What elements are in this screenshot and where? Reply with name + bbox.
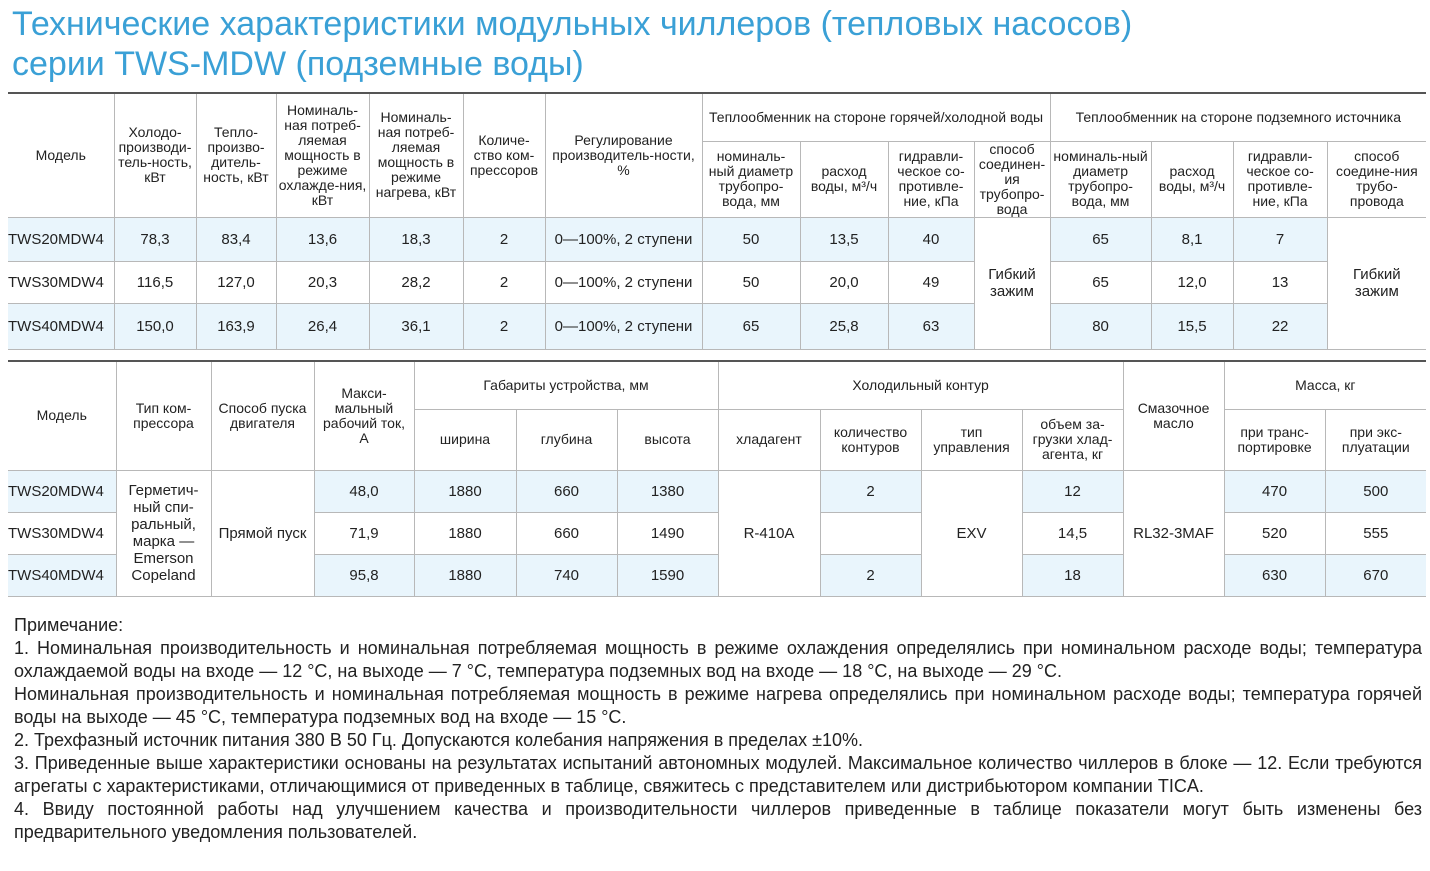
t2-cell-operation: 555 [1325,512,1426,554]
t2-header-max-current: Макси-мальный рабочий ток, А [314,361,414,470]
t2-cell-refrigerant: R-410A [718,470,820,596]
t2-cell-width: 1880 [414,512,516,554]
t2-cell-transport: 470 [1224,470,1325,512]
t1-cell-connection-ground: Гибкий зажим [1327,217,1426,349]
t1-cell-regulation: 0—100%, 2 ступени [545,261,702,303]
page-title-line-1: Технические характеристики модульных чиллеров (тепловых насосов) [12,5,1133,43]
t1-header-compressors: Количе-ство ком-прессоров [463,93,545,217]
t2-cell-start-method: Прямой пуск [211,470,314,596]
t2-header-refrigeration-circuit: Холодильный контур [718,361,1123,409]
t1-header-flow: расход воды, м³/ч [800,141,888,217]
t1-cell-model: TWS30MDW4 [8,261,114,303]
t2-header-width: ширина [414,409,516,470]
t1-cell-connection: Гибкий зажим [974,217,1050,349]
t1-header-resistance: гидравли-ческое со-противле-ние, кПа [888,141,974,217]
table-row [8,303,1426,349]
t1-header-power-heat: Номиналь-ная потреб-ляемая мощность в режиме нагрева, кВт [369,93,463,217]
t1-cell-diameter: 50 [702,261,800,303]
t1-cell-compressors: 2 [463,261,545,303]
t1-cell-model: TWS40MDW4 [8,303,114,349]
t2-cell-charge: 12 [1022,470,1123,512]
t2-cell-charge: 18 [1022,554,1123,596]
table-row [8,470,1426,512]
t1-cell-flow-ground: 15,5 [1151,303,1233,349]
t1-cell-power-cool: 13,6 [276,217,369,261]
t1-cell-power-cool: 26,4 [276,303,369,349]
t2-header-oil: Смазочное масло [1123,361,1224,470]
t1-header-cooling: Холодо-производи-тель-ность, кВт [114,93,196,217]
t1-cell-heating: 83,4 [196,217,276,261]
t1-cell-model: TWS20MDW4 [8,217,114,261]
t2-cell-depth: 660 [516,470,617,512]
page-title [12,4,1422,84]
t2-header-depth: глубина [516,409,617,470]
note-1a: 1. Номинальная производительность и номинальная потребляемая мощность в режиме охлаждения определялись при номинальном расходе воды; температура охлаждаемой воды на входе — 12 °С, на выходе — 7 °С, температура подземных вод на входе — 18 °С, на выходе — 29 °С. [14,638,1422,681]
t1-header-hx-hot: Теплообменник на стороне горячей/холодной воды [702,93,1050,141]
t1-cell-resistance: 49 [888,261,974,303]
table-row [8,217,1426,261]
t2-header-refrigerant: хладагент [718,409,820,470]
t1-cell-resistance: 63 [888,303,974,349]
t1-header-heating: Тепло-произво-дитель-ность, кВт [196,93,276,217]
t2-cell-model: TWS30MDW4 [8,512,116,554]
t1-header-diameter: номиналь-ный диаметр трубопро-вода, мм [702,141,800,217]
t1-header-model: Модель [8,93,114,217]
note-2: 2. Трехфазный источник питания 380 В 50 Гц. Допускаются колебания напряжения в пределах ±10%. [14,730,864,750]
t2-cell-model: TWS20MDW4 [8,470,116,512]
t1-cell-power-heat: 36,1 [369,303,463,349]
t1-header-regulation: Регулирование производитель-ности, % [545,93,702,217]
t2-cell-transport: 630 [1224,554,1325,596]
t2-cell-width: 1880 [414,470,516,512]
t2-cell-height: 1380 [617,470,718,512]
t2-header-operation: при экс-плуатации [1325,409,1426,470]
t1-header-resistance-ground: гидравли-ческое со-противле-ние, кПа [1233,141,1327,217]
t1-header-flow-ground: расход воды, м³/ч [1151,141,1233,217]
t1-cell-resistance: 40 [888,217,974,261]
t2-cell-width: 1880 [414,554,516,596]
t1-cell-regulation: 0—100%, 2 ступени [545,303,702,349]
t2-cell-compressor-type: Герметич-ный спи-ральный, марка — Emerson Copeland [116,470,211,596]
t1-cell-flow: 20,0 [800,261,888,303]
design-table [8,360,1426,597]
table-row [8,261,1426,303]
t1-cell-cooling: 78,3 [114,217,196,261]
t2-header-model: Модель [8,361,116,470]
t2-cell-model: TWS40MDW4 [8,554,116,596]
page-title-line-2: серии TWS-MDW (подземные воды) [12,45,584,83]
t2-header-height: высота [617,409,718,470]
t2-header-circuits: количество контуров [820,409,921,470]
t2-cell-depth: 740 [516,554,617,596]
notes-section [14,614,1422,844]
t2-cell-max-current: 71,9 [314,512,414,554]
t1-cell-flow: 13,5 [800,217,888,261]
t1-header-connection: способ соединен-ия трубопро-вода [974,141,1050,217]
t1-header-connection-ground: способ соедине-ния трубо-провода [1327,141,1426,217]
t2-cell-circuits [820,512,921,554]
t2-cell-height: 1490 [617,512,718,554]
t1-cell-diameter: 50 [702,217,800,261]
t2-cell-circuits: 2 [820,470,921,512]
t1-cell-cooling: 116,5 [114,261,196,303]
t1-cell-flow-ground: 12,0 [1151,261,1233,303]
t2-cell-depth: 660 [516,512,617,554]
t2-cell-circuits: 2 [820,554,921,596]
t2-cell-charge: 14,5 [1022,512,1123,554]
t2-cell-height: 1590 [617,554,718,596]
t2-cell-operation: 500 [1325,470,1426,512]
t2-header-mass: Масса, кг [1224,361,1426,409]
t1-cell-flow-ground: 8,1 [1151,217,1233,261]
t1-header-hx-ground: Теплообменник на стороне подземного источника [1050,93,1426,141]
t1-cell-power-cool: 20,3 [276,261,369,303]
t2-cell-max-current: 48,0 [314,470,414,512]
t1-cell-diameter-ground: 65 [1050,261,1151,303]
t1-cell-heating: 163,9 [196,303,276,349]
t2-cell-transport: 520 [1224,512,1325,554]
t2-header-transport: при транс-портировке [1224,409,1325,470]
t1-cell-flow: 25,8 [800,303,888,349]
t1-cell-regulation: 0—100%, 2 ступени [545,217,702,261]
t1-cell-resistance-ground: 13 [1233,261,1327,303]
t2-cell-max-current: 95,8 [314,554,414,596]
t1-cell-diameter: 65 [702,303,800,349]
t2-header-dimensions: Габариты устройства, мм [414,361,718,409]
performance-table [8,92,1426,350]
t1-cell-resistance-ground: 7 [1233,217,1327,261]
t2-header-start-method: Способ пуска двигателя [211,361,314,470]
t1-cell-compressors: 2 [463,303,545,349]
t2-cell-oil: RL32-3MAF [1123,470,1224,596]
t1-cell-power-heat: 18,3 [369,217,463,261]
t1-cell-resistance-ground: 22 [1233,303,1327,349]
t2-header-control: тип управления [921,409,1022,470]
t2-header-compressor-type: Тип ком-прессора [116,361,211,470]
notes-heading: Примечание: [14,615,124,635]
t2-cell-control: EXV [921,470,1022,596]
t1-cell-heating: 127,0 [196,261,276,303]
t2-header-charge: объем за-грузки хлад-агента, кг [1022,409,1123,470]
note-1b: Номинальная производительность и номинальная потребляемая мощность в режиме нагрева определялись при номинальном расходе воды; температура горячей воды на выходе — 45 °С, температура подземных вод на входе — 15 °С. [14,684,1422,727]
t1-header-power-cool: Номиналь-ная потреб-ляемая мощность в режиме охлажде-ния, кВт [276,93,369,217]
note-3: 3. Приведенные выше характеристики основаны на результатах испытаний автономных модулей. Максимальное количество чиллеров в блоке — 12. Если требуются агрегаты с характеристиками, отличающимися от приведенных в таблице, свяжитесь с представителем или дистрибьютором компании TICA. [14,753,1422,796]
t1-cell-power-heat: 28,2 [369,261,463,303]
t1-cell-compressors: 2 [463,217,545,261]
t1-header-diameter-ground: номиналь-ный диаметр трубопро-вода, мм [1050,141,1151,217]
t2-cell-operation: 670 [1325,554,1426,596]
note-4: 4. Ввиду постоянной работы над улучшением качества и производительности чиллеров приведенные в таблице показатели могут быть изменены без предварительного уведомления пользователей. [14,799,1422,842]
t1-cell-cooling: 150,0 [114,303,196,349]
t1-cell-diameter-ground: 65 [1050,217,1151,261]
t1-cell-diameter-ground: 80 [1050,303,1151,349]
